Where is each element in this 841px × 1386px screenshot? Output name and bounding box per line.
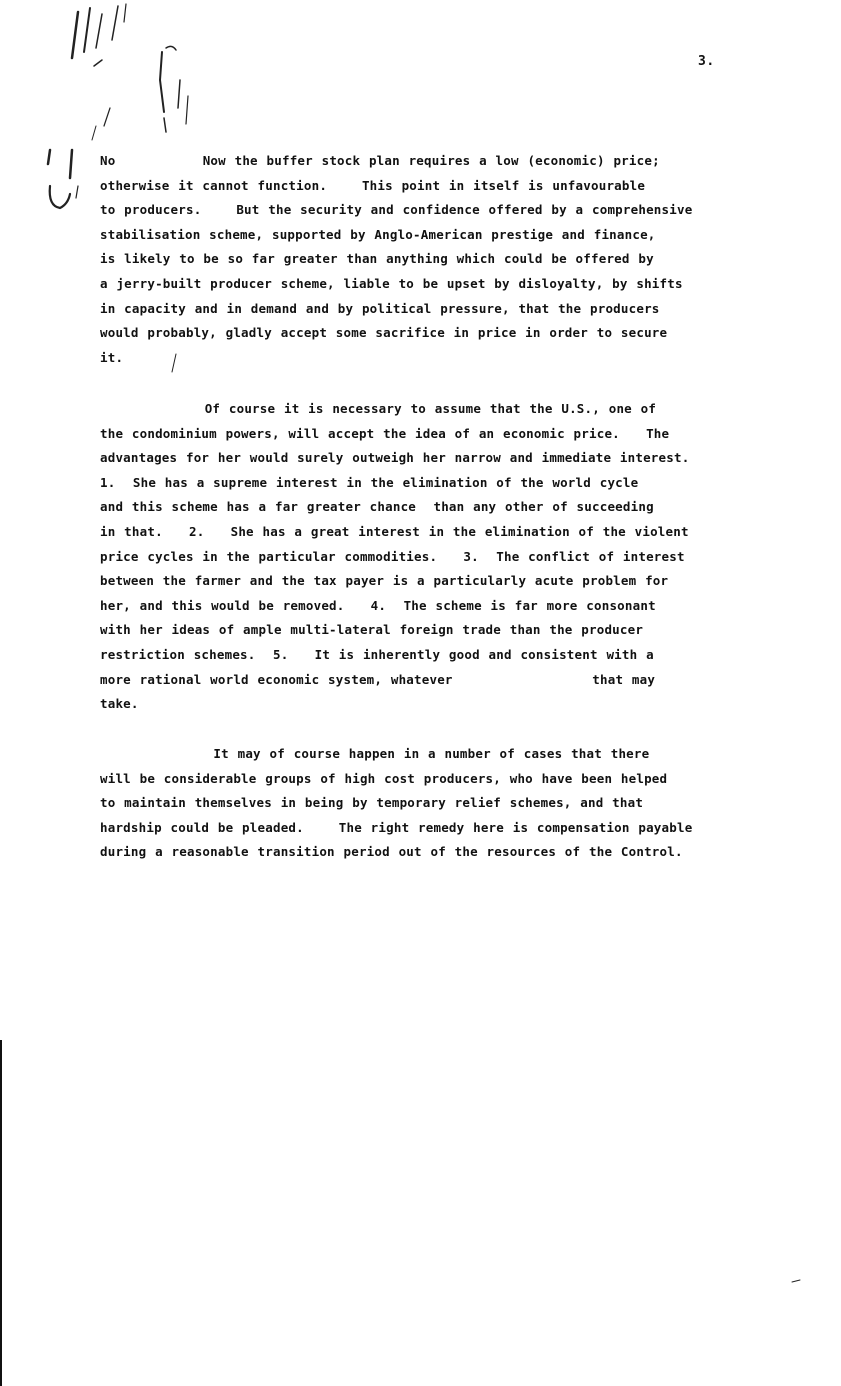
text-line: will be considerable groups of high cost producers, who have been helped — [100, 770, 668, 786]
text-line: is likely to be so far greater than anything which could be offered by — [100, 251, 654, 267]
scan-edge-line — [0, 1040, 2, 1386]
text-line: It may of course happen in a number of cases that there — [100, 746, 650, 761]
text-line: the condominium powers, will accept the idea of an economic price. The — [100, 425, 670, 441]
text-line: in that. 2. She has a great interest in the elimination of the violent — [100, 523, 689, 539]
text-line: restriction schemes. 5. It is inherently good and consistent with a — [100, 646, 654, 662]
text-line: to producers. But the security and confidence offered by a comprehensive — [100, 202, 693, 218]
text-line: otherwise it cannot function. This point in itself is unfavourable — [100, 177, 646, 193]
text-line: in capacity and in demand and by political pressure, that the producers — [100, 300, 660, 316]
text-line: take. — [100, 696, 139, 712]
text-line: with her ideas of ample multi-lateral foreign trade than the producer — [100, 622, 644, 638]
text-line: Of course it is necessary to assume that the U.S., one of — [100, 401, 657, 416]
paragraph-1 — [100, 149, 770, 370]
text-line: No Now the buffer stock plan requires a low (economic) price; — [100, 153, 660, 168]
text-line: and this scheme has a far greater chance than any other of succeeding — [100, 499, 654, 515]
text-line: it. — [100, 349, 124, 365]
paragraph-2 — [100, 397, 770, 717]
text-line: a jerry-built producer scheme, liable to be upset by disloyalty, by shifts — [100, 275, 683, 291]
text-line: advantages for her would surely outweigh her narrow and immediate interest. — [100, 450, 690, 466]
text-line: to maintain themselves in being by temporary relief schemes, and that — [100, 795, 644, 811]
text-line: during a reasonable transition period out of the resources of the Control. — [100, 844, 683, 860]
text-line: would probably, gladly accept some sacrifice in price in order to secure — [100, 325, 668, 341]
text-line: her, and this would be removed. 4. The scheme is far more consonant — [100, 597, 656, 613]
text-line: between the farmer and the tax payer is a particularly acute problem for — [100, 573, 669, 589]
text-line: 1. She has a supreme interest in the elimination of the world cycle — [100, 474, 639, 490]
text-line: more rational world economic system, whatever that may — [100, 671, 656, 687]
text-line: stabilisation scheme, supported by Anglo-American prestige and finance, — [100, 226, 656, 242]
paragraph-3 — [100, 742, 770, 865]
page-number: 3. — [698, 54, 715, 69]
text-line: hardship could be pleaded. The right remedy here is compensation payable — [100, 819, 693, 835]
text-line: price cycles in the particular commodities. 3. The conflict of interest — [100, 548, 685, 564]
